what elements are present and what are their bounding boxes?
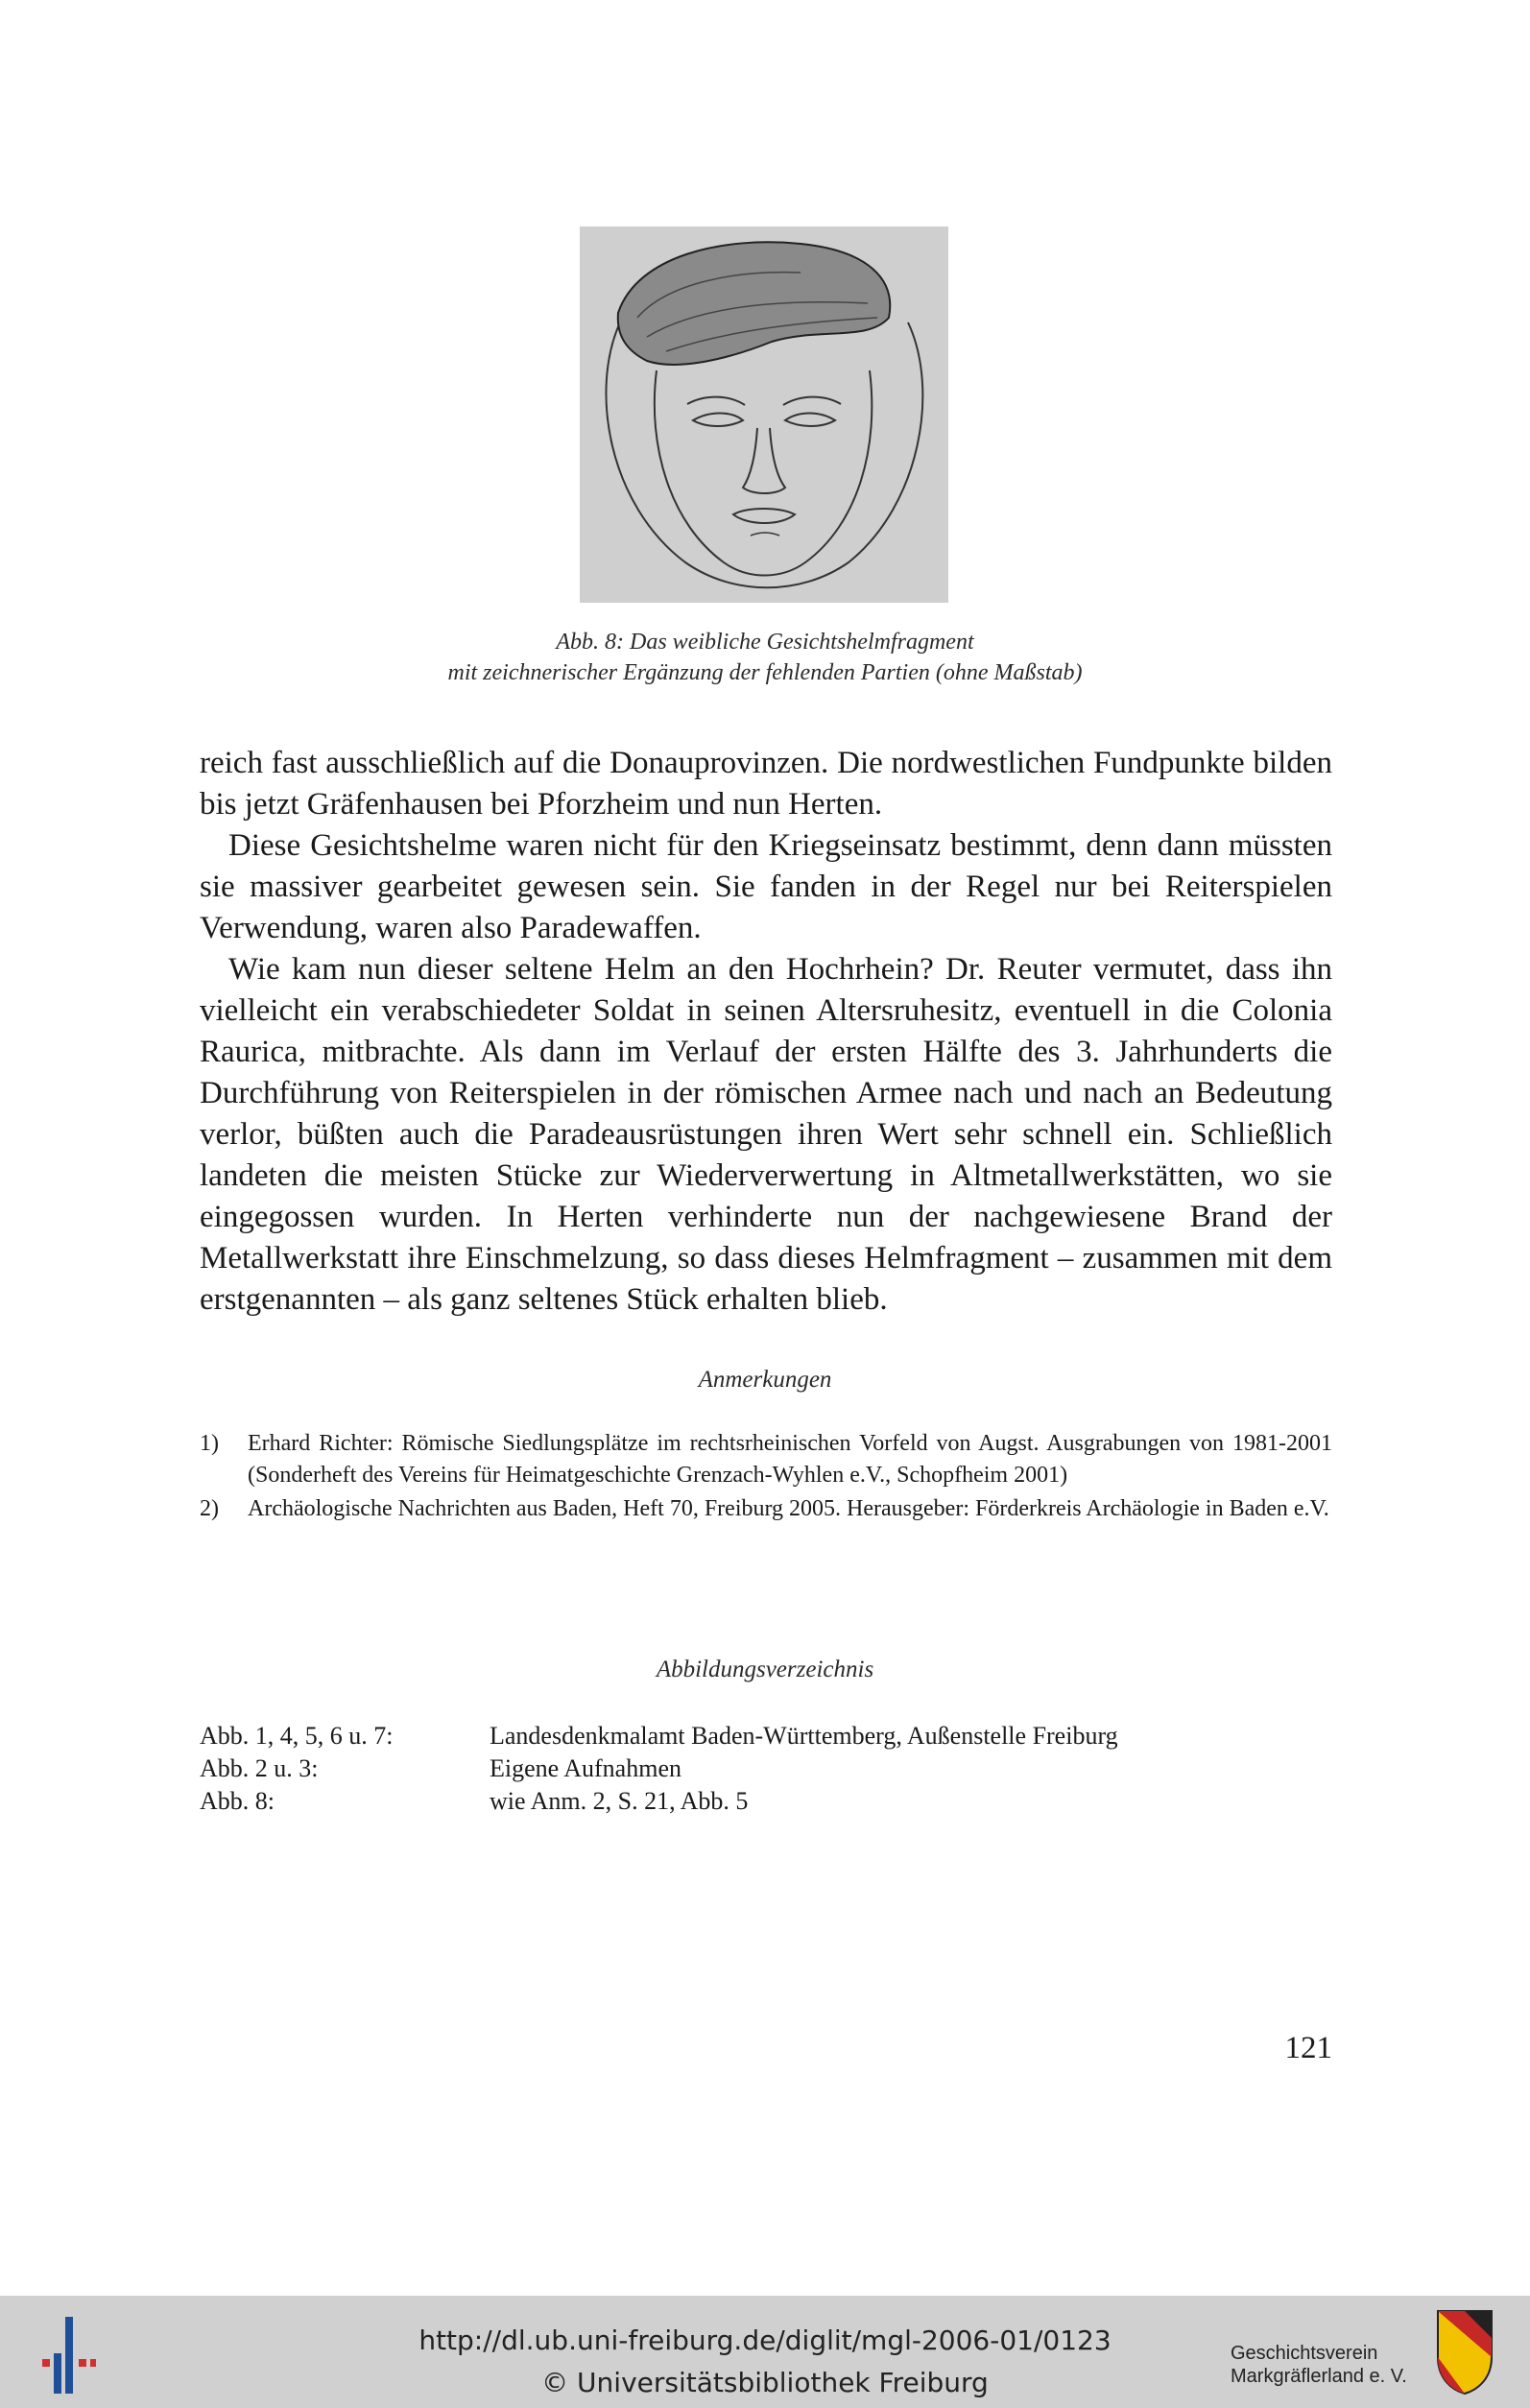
figure-caption-line1: Abb. 8: Das weibliche Gesichtshelmfragment bbox=[556, 630, 974, 655]
society-crest-icon[interactable] bbox=[1436, 2309, 1494, 2396]
figlist-source: wie Anm. 2, S. 21, Abb. 5 bbox=[490, 1787, 749, 1815]
notes-heading: Anmerkungen bbox=[698, 1367, 832, 1393]
body-text bbox=[200, 743, 1332, 1321]
figlist-label: Abb. 2 u. 3: bbox=[200, 1754, 319, 1782]
footer-url-link[interactable]: http://dl.ub.uni-freiburg.de/diglit/mgl-2006-01/0123 bbox=[418, 2325, 1112, 2356]
paragraph-2: Diese Gesichtshelme waren nicht für den Kriegseinsatz bestimmt, denn dann müssten sie massiver gearbeitet gewesen sein. Sie fanden in der Regel nur bei Reiterspielen Verwendung, waren also Paradewaffen. bbox=[200, 828, 1332, 945]
footer-copyright: © Universitätsbibliothek Freiburg bbox=[541, 2367, 989, 2398]
figure-caption-line2: mit zeichnerischer Ergänzung der fehlenden Partien (ohne Maßstab) bbox=[447, 660, 1083, 685]
note-number: 1) bbox=[200, 1431, 219, 1456]
figure-list bbox=[200, 1720, 1332, 1818]
figlist-row bbox=[200, 1785, 1332, 1818]
figlist-row bbox=[200, 1720, 1332, 1752]
helmet-figure bbox=[580, 226, 948, 603]
figlist-source: Eigene Aufnahmen bbox=[490, 1754, 681, 1782]
society-name-line2: Markgräflerland e. V. bbox=[1231, 2366, 1407, 2387]
helmet-drawing bbox=[580, 226, 948, 603]
figlist-source: Landesdenkmalamt Baden-Württemberg, Außenstelle Freiburg bbox=[490, 1722, 1118, 1750]
note-text: Erhard Richter: Römische Siedlungsplätze im rechtsrheinischen Vorfeld von Augst. Ausgrabungen von 1981-2001 (Sonderheft des Vereins für Heimatgeschichte Grenzach-Wyhlen e.V., Schopfheim 2001) bbox=[248, 1431, 1332, 1488]
notes-list bbox=[200, 1428, 1332, 1527]
society-name bbox=[1231, 2342, 1407, 2388]
page-number: 121 bbox=[1284, 2031, 1332, 2065]
paragraph-3: Wie kam nun dieser seltene Helm an den Hochrhein? Dr. Reuter vermutet, dass ihn vielleicht ein verabschiedeter Soldat in seinen Altersruhesitz, eventuell in die Colonia Raurica, mitbrachte. Als dann im Verlauf der ersten Hälfte des 3. Jahrhunderts die Durchführung von Reiterspielen in der römischen Armee nach und nach an Bedeutung verlor, büßten auch die Paradeausrüstungen ihren Wert sehr schnell ein. Schließlich landeten die meisten Stücke zur Wiederverwertung in Altmetallwerkstätten, wo sie eingegossen wurden. In Herten verhinderte nun der nachgewiesene Brand der Metallwerkstatt ihre Einschmelzung, so dass dieses Helmfragment – zusammen mit dem erstgenannten – als ganz seltenes Stück erhalten blieb. bbox=[200, 952, 1332, 1317]
note-item bbox=[200, 1493, 1332, 1525]
society-name-line1: Geschichtsverein bbox=[1231, 2343, 1378, 2364]
figlist-heading: Abbildungsverzeichnis bbox=[656, 1657, 874, 1682]
figlist-label: Abb. 8: bbox=[200, 1787, 275, 1815]
figlist-row bbox=[200, 1752, 1332, 1785]
note-number: 2) bbox=[200, 1496, 219, 1521]
paragraph-1: reich fast ausschließlich auf die Donauprovinzen. Die nordwestlichen Fundpunkte bilden bis jetzt Gräfenhausen bei Pforzheim und nun Herten. bbox=[200, 746, 1332, 822]
note-item bbox=[200, 1428, 1332, 1491]
figlist-label: Abb. 1, 4, 5, 6 u. 7: bbox=[200, 1722, 394, 1750]
note-text: Archäologische Nachrichten aus Baden, Heft 70, Freiburg 2005. Herausgeber: Förderkreis Archäologie in Baden e.V. bbox=[248, 1496, 1329, 1521]
